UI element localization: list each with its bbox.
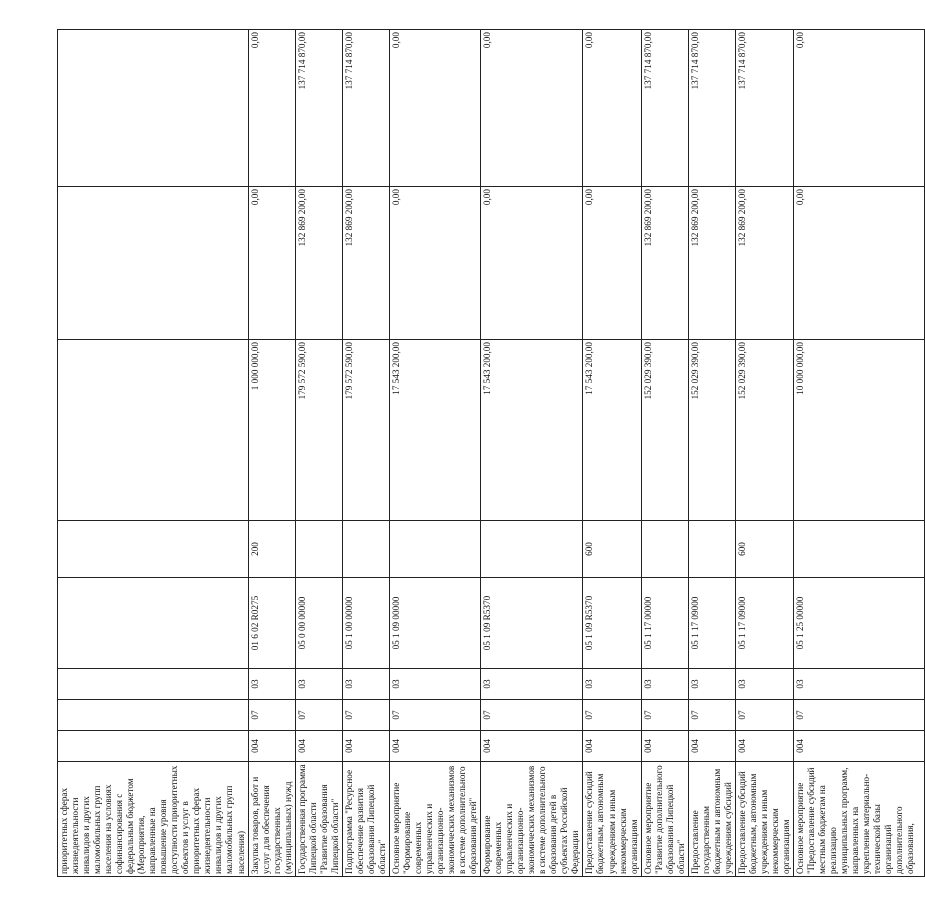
cell-name: Основное мероприятие "Предоставление субсидий местным бюджетам на реализацию муниципальных программ, направленных на укрепление материально-технической базы организаций дополнительного образования, [794, 762, 925, 877]
cell-csr: 05 1 17 00000 [641, 578, 688, 669]
cell-rz: 07 [641, 700, 688, 731]
cell-name: Основное мероприятие "Формирование современных управленческих и организационно-экономических механизмов в системе дополнительного образования детей" [389, 762, 480, 877]
cell-csr: 05 1 09 R5370 [481, 578, 583, 669]
cell-vr [481, 521, 583, 578]
cell-s2: 132 869 200,00 [295, 187, 342, 340]
cell-s2: 132 869 200,00 [688, 187, 735, 340]
cell-name: Формирование современных управленческих и организационно-экономических механизмов в системе дополнительного образования детей в субъектах Российской Федерации [481, 762, 583, 877]
cell-vr: 600 [735, 521, 793, 578]
cell-s2: 0,00 [248, 187, 295, 340]
cell-csr: 05 1 09 00000 [389, 578, 480, 669]
table-row [794, 30, 925, 877]
cell-s2: 0,00 [389, 187, 480, 340]
cell-vr [641, 521, 688, 578]
table-row [295, 30, 342, 877]
cell-s3 [58, 30, 249, 187]
table-row [735, 30, 793, 877]
table-row [58, 30, 249, 877]
cell-s3: 0,00 [583, 30, 641, 187]
table-row [342, 30, 389, 877]
cell-grbs: 004 [641, 731, 688, 762]
cell-vr: 600 [583, 521, 641, 578]
cell-name: приоритетных сферах жизнедеятельности инвалидов и других маломобильных групп населения на условиях софинансирования с федеральным бюджетом (Мероприятия, направленные на повышение уровня доступности приоритетных объектов и услуг в приоритетных сферах жизнедеятельности инвалидов и других маломобильных групп населения) [58, 762, 249, 877]
cell-csr: 05 1 17 09000 [735, 578, 793, 669]
cell-vr [295, 521, 342, 578]
cell-vr [342, 521, 389, 578]
cell-name: Закупка товаров, работ и услуг для обеспечения государственных (муниципальных) нужд [248, 762, 295, 877]
cell-pr: 03 [794, 669, 925, 700]
cell-csr [58, 578, 249, 669]
cell-csr: 05 1 00 00000 [342, 578, 389, 669]
cell-name: Предоставление государственным бюджетным и автономным учреждениям субсидий [688, 762, 735, 877]
cell-pr: 03 [295, 669, 342, 700]
table-row [641, 30, 688, 877]
cell-s3: 0,00 [481, 30, 583, 187]
cell-s3: 0,00 [248, 30, 295, 187]
cell-s2: 0,00 [583, 187, 641, 340]
cell-s3: 0,00 [794, 30, 925, 187]
cell-rz: 07 [794, 700, 925, 731]
cell-pr: 03 [641, 669, 688, 700]
cell-s3: 137 714 870,00 [342, 30, 389, 187]
cell-pr [58, 669, 249, 700]
cell-vr [389, 521, 480, 578]
cell-s2: 0,00 [794, 187, 925, 340]
table-row [481, 30, 583, 877]
cell-s1: 17 543 200,00 [389, 340, 480, 521]
table-row [688, 30, 735, 877]
cell-pr: 03 [342, 669, 389, 700]
table-row [248, 30, 295, 877]
cell-pr: 03 [735, 669, 793, 700]
cell-csr: 05 1 17 09000 [688, 578, 735, 669]
cell-s2: 132 869 200,00 [342, 187, 389, 340]
cell-s1 [58, 340, 249, 521]
cell-name: Предоставление субсидий бюджетным, автономным учреждениям и иным некоммерческим организациям [583, 762, 641, 877]
cell-name: Подпрограмма "Ресурсное обеспечение развития образования Липецкой области" [342, 762, 389, 877]
table-row [583, 30, 641, 877]
cell-rz [58, 700, 249, 731]
cell-rz: 07 [389, 700, 480, 731]
cell-rz: 07 [688, 700, 735, 731]
cell-grbs: 004 [389, 731, 480, 762]
cell-grbs: 004 [248, 731, 295, 762]
cell-grbs: 004 [735, 731, 793, 762]
cell-vr [58, 521, 249, 578]
cell-s3: 0,00 [389, 30, 480, 187]
cell-name: Предоставление субсидий бюджетным, автономным учреждениям и иным некоммерческим организациям [735, 762, 793, 877]
cell-s1: 17 543 200,00 [583, 340, 641, 521]
cell-s3: 137 714 870,00 [688, 30, 735, 187]
cell-csr: 05 0 00 00000 [295, 578, 342, 669]
cell-grbs: 004 [342, 731, 389, 762]
cell-pr: 03 [583, 669, 641, 700]
cell-csr: 05 1 09 R5370 [583, 578, 641, 669]
cell-s1: 10 000 000,00 [794, 340, 925, 521]
cell-s1: 152 029 390,00 [641, 340, 688, 521]
cell-s2: 0,00 [481, 187, 583, 340]
cell-name: Государственная программа Липецкой области "Развитие образования Липецкой области" [295, 762, 342, 877]
rotated-table-container [57, 30, 916, 877]
cell-s1: 17 543 200,00 [481, 340, 583, 521]
cell-s3: 137 714 870,00 [641, 30, 688, 187]
cell-s1: 179 572 590,00 [295, 340, 342, 521]
cell-s2: 132 869 200,00 [641, 187, 688, 340]
cell-rz: 07 [481, 700, 583, 731]
cell-s2 [58, 187, 249, 340]
cell-grbs [58, 731, 249, 762]
cell-s1: 152 029 390,00 [735, 340, 793, 521]
cell-vr [688, 521, 735, 578]
cell-rz: 07 [248, 700, 295, 731]
cell-rz: 07 [583, 700, 641, 731]
cell-rz: 07 [735, 700, 793, 731]
cell-csr: 01 6 02 R0275 [248, 578, 295, 669]
cell-s3: 137 714 870,00 [735, 30, 793, 187]
cell-s1: 1 000 000,00 [248, 340, 295, 521]
table-row [389, 30, 480, 877]
cell-vr [794, 521, 925, 578]
cell-grbs: 004 [794, 731, 925, 762]
cell-pr: 03 [389, 669, 480, 700]
cell-rz: 07 [295, 700, 342, 731]
cell-rz: 07 [342, 700, 389, 731]
cell-s1: 152 029 390,00 [688, 340, 735, 521]
cell-pr: 03 [481, 669, 583, 700]
cell-s1: 179 572 590,00 [342, 340, 389, 521]
cell-vr: 200 [248, 521, 295, 578]
cell-csr: 05 1 25 00000 [794, 578, 925, 669]
cell-s3: 137 714 870,00 [295, 30, 342, 187]
cell-pr: 03 [248, 669, 295, 700]
budget-table [57, 29, 925, 877]
cell-pr: 03 [688, 669, 735, 700]
cell-name: Основное мероприятие "Развитие дополнительного образования Липецкой области" [641, 762, 688, 877]
cell-grbs: 004 [583, 731, 641, 762]
table-body [58, 30, 925, 877]
cell-grbs: 004 [481, 731, 583, 762]
cell-grbs: 004 [688, 731, 735, 762]
cell-grbs: 004 [295, 731, 342, 762]
cell-s2: 132 869 200,00 [735, 187, 793, 340]
